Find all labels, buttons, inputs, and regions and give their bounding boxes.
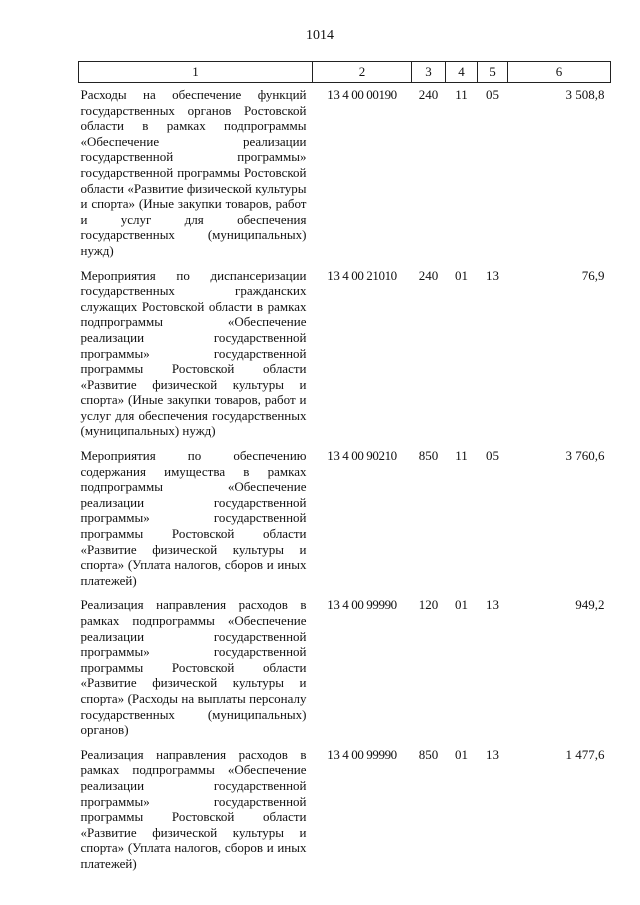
page-number: 1014 — [306, 28, 334, 43]
row-col3: 850 — [418, 746, 439, 762]
header-row — [79, 62, 611, 83]
row-amount: 3 760,6 — [565, 448, 605, 464]
row-col3: 120 — [418, 597, 439, 613]
row-amount: 949,2 — [575, 597, 605, 613]
row-description: Реализация направления расходов в рамках подпрограммы «Обеспечение реализации государственной программы» государственной программы Ростовской области «Развитие физической культуры и спорта» (Уплата налогов, сборов и иных платежей) — [80, 746, 307, 871]
header-col-2: 2 — [313, 62, 412, 83]
header-col-5: 5 — [478, 62, 508, 83]
row-col4: 01 — [455, 597, 468, 613]
row-description: Расходы на обеспечение функций государственных органов Ростовской области в рамках подпрограммы «Обеспечение реализации государственной программы» государственной программы Ростовской области «Развитие физической культуры и спорта» (Иные закупки товаров, работ и услуг для обеспечения государственных (муниципальных) нужд) — [80, 87, 307, 258]
row-amount: 3 508,8 — [565, 87, 605, 102]
header-col-1: 1 — [79, 62, 313, 83]
row-col5: 05 — [486, 448, 499, 464]
row-col4: 11 — [455, 448, 468, 464]
row-description: Мероприятия по диспансеризации государственных гражданских служащих Ростовской области в рамках подпрограммы «Обеспечение реализации государственной программы» государственной программы Ростовской области «Развитие физической культуры и спорта» (Иные закупки товаров, работ и услуг для обеспечения государственных (муниципальных) нужд) — [80, 267, 307, 439]
row-description: Реализация направления расходов в рамках подпрограммы «Обеспечение реализации государственной программы» государственной программы Ростовской области «Развитие физической культуры и спорта» (Расходы на выплаты персоналу государственных (муниципальных) органов) — [80, 597, 307, 738]
budget-table — [78, 61, 611, 881]
row-col5: 05 — [486, 87, 499, 102]
row-col5: 13 — [486, 267, 499, 283]
row-col4: 01 — [455, 746, 468, 762]
row-description: Мероприятия по обеспечению содержания имущества в рамках подпрограммы «Обеспечение реализации государственной программы» государственной программы Ростовской области «Развитие физической культуры и спорта» (Уплата налогов, сборов и иных платежей) — [80, 448, 307, 588]
row-code: 13 4 00 99990 — [327, 597, 397, 613]
row-code: 13 4 00 90210 — [327, 448, 397, 464]
table-row — [79, 747, 611, 881]
row-col4: 11 — [455, 87, 468, 102]
row-code: 13 4 00 00190 — [327, 87, 397, 102]
row-amount: 76,9 — [581, 267, 605, 283]
table-row — [79, 268, 611, 449]
row-code: 13 4 00 21010 — [327, 267, 397, 283]
header-col-6: 6 — [508, 62, 611, 83]
row-amount: 1 477,6 — [565, 746, 605, 762]
table-row — [79, 448, 611, 597]
table-row — [79, 83, 611, 268]
row-col3: 240 — [418, 267, 439, 283]
table-row — [79, 597, 611, 746]
row-col3: 850 — [418, 448, 439, 464]
row-col4: 01 — [455, 267, 468, 283]
header-col-4: 4 — [446, 62, 478, 83]
row-col5: 13 — [486, 597, 499, 613]
header-col-3: 3 — [412, 62, 446, 83]
row-col5: 13 — [486, 746, 499, 762]
row-col3: 240 — [418, 87, 439, 102]
row-code: 13 4 00 99990 — [327, 746, 397, 762]
